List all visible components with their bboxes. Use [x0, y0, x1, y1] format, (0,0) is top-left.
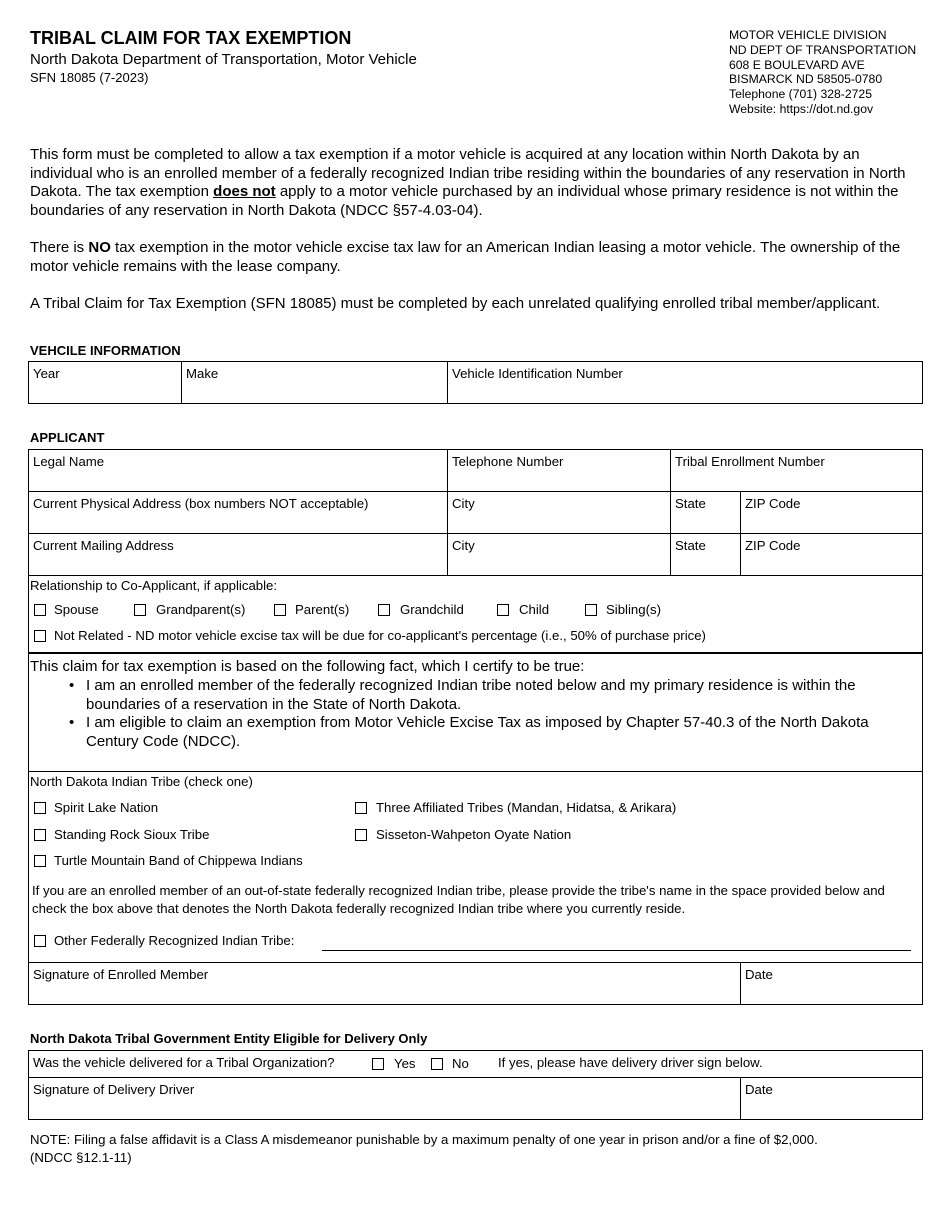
standing-rock-label: Standing Rock Sioux Tribe — [54, 827, 210, 842]
member-date-field[interactable] — [741, 963, 922, 1004]
form-title: TRIBAL CLAIM FOR TAX EXEMPTION — [30, 28, 352, 48]
form-subtitle: North Dakota Department of Transportation, Motor Vehicle — [30, 51, 417, 68]
intro-p1-text-end: apply to a motor vehicle purchased by an individual whose primary residence is not within the boundaries of any reservation in North Dakota (NDCC §57-4.03-04). — [30, 183, 899, 219]
tribe-label: North Dakota Indian Tribe (check one) — [30, 774, 253, 789]
mailing-city-field[interactable] — [448, 534, 670, 575]
delivery-no-checkbox[interactable] — [431, 1058, 443, 1070]
certification-bullet-1: I am an enrolled member of the federally recognized Indian tribe noted below and my primary residence is within the boundaries of a reservation in the State of North Dakota. — [86, 677, 856, 713]
physical-state-field[interactable] — [671, 492, 740, 533]
intro-p1-text: This form must be completed to allow a tax exemption if a motor vehicle is acquired at any location within North Dakota by an individual who is an enrolled member of a federally recognized Indian tribe residing within the boundaries of any reservation in North Dakota. The tax exemption — [30, 146, 906, 201]
grandchild-checkbox[interactable] — [378, 604, 390, 616]
physical-state-label: State — [675, 496, 706, 511]
child-checkbox[interactable] — [497, 604, 509, 616]
mailing-state-field[interactable] — [671, 534, 740, 575]
legal-note-line-2: (NDCC §12.1-11) — [30, 1150, 132, 1165]
delivery-yes-label: Yes — [394, 1056, 416, 1071]
legal-note — [30, 1131, 818, 1167]
vehicle-make-field[interactable] — [182, 362, 447, 403]
member-date-label: Date — [745, 967, 773, 982]
other-tribe-label: Other Federally Recognized Indian Tribe: — [54, 933, 295, 948]
out-of-state-note: If you are an enrolled member of an out-of-state federally recognized Indian tribe, please provide the tribe's name in the space provided below and check the box above that denotes the North Dakota federally recognized Indian tribe where you currently reside. — [32, 883, 885, 916]
three-affiliated-checkbox[interactable] — [355, 802, 367, 814]
spirit-lake-checkbox[interactable] — [34, 802, 46, 814]
driver-signature-field[interactable] — [29, 1078, 740, 1119]
grandparent-checkbox[interactable] — [134, 604, 146, 616]
mailing-state-label: State — [675, 538, 706, 553]
sisseton-checkbox[interactable] — [355, 829, 367, 841]
other-tribe-input[interactable] — [322, 932, 911, 951]
delivery-yes-checkbox[interactable] — [372, 1058, 384, 1070]
certification-bullet-2: I am eligible to claim an exemption from Motor Vehicle Excise Tax as imposed by Chapter 57-40.3 of the North Dakota Century Code (NDCC). — [86, 714, 869, 750]
delivery-no-label: No — [452, 1056, 469, 1071]
intro-paragraph-2 — [30, 239, 920, 276]
not-related-label: Not Related - ND motor vehicle excise tax will be due for co-applicant's percentage (i.e., 50% of purchase price) — [54, 628, 706, 643]
sibling-checkbox[interactable] — [585, 604, 597, 616]
agency-line: 608 E BOULEVARD AVE — [729, 57, 865, 72]
bullet-dot: • — [69, 714, 75, 731]
vehicle-vin-field[interactable] — [448, 362, 922, 403]
physical-city-label: City — [452, 496, 475, 511]
mailing-address-field[interactable] — [29, 534, 447, 575]
vehicle-vin-label: Vehicle Identification Number — [452, 366, 623, 381]
vehicle-make-label: Make — [186, 366, 219, 381]
legal-name-label: Legal Name — [33, 454, 105, 469]
driver-date-field[interactable] — [741, 1078, 922, 1119]
telephone-label: Telephone Number — [452, 454, 564, 469]
spouse-checkbox[interactable] — [34, 604, 46, 616]
physical-zip-field[interactable] — [741, 492, 922, 533]
driver-date-label: Date — [745, 1082, 773, 1097]
physical-address-field[interactable] — [29, 492, 447, 533]
spirit-lake-label: Spirit Lake Nation — [54, 800, 159, 815]
parent-label: Parent(s) — [295, 602, 350, 617]
delivery-section-title: North Dakota Tribal Government Entity Eligible for Delivery Only — [30, 1031, 428, 1046]
mailing-city-label: City — [452, 538, 475, 553]
agency-line: Website: https://dot.nd.gov — [729, 101, 874, 116]
grandchild-label: Grandchild — [400, 602, 464, 617]
delivery-question: Was the vehicle delivered for a Tribal Organization? — [33, 1055, 335, 1070]
other-tribe-checkbox[interactable] — [34, 935, 46, 947]
intro-paragraph-1 — [30, 146, 920, 220]
spouse-label: Spouse — [54, 602, 99, 617]
form-number: SFN 18085 (7-2023) — [30, 70, 149, 85]
grandparent-label: Grandparent(s) — [156, 602, 246, 617]
turtle-mountain-label: Turtle Mountain Band of Chippewa Indians — [54, 853, 303, 868]
agency-line: ND DEPT OF TRANSPORTATION — [729, 42, 917, 57]
sibling-label: Sibling(s) — [606, 602, 661, 617]
bullet-dot: • — [69, 677, 75, 694]
mailing-zip-field[interactable] — [741, 534, 922, 575]
delivery-instruction: If yes, please have delivery driver sign below. — [498, 1055, 763, 1070]
intro-p1-emphasis: does not — [213, 183, 276, 201]
applicant-section-title: APPLICANT — [30, 430, 105, 445]
three-affiliated-label: Three Affiliated Tribes (Mandan, Hidatsa, & Arikara) — [376, 800, 677, 815]
agency-line: Telephone (701) 328-2725 — [729, 87, 872, 102]
sisseton-label: Sisseton-Wahpeton Oyate Nation — [376, 827, 572, 842]
turtle-mountain-checkbox[interactable] — [34, 855, 46, 867]
vehicle-year-label: Year — [33, 366, 60, 381]
intro-p2-text-end: tax exemption in the motor vehicle excise tax law for an American Indian leasing a motor vehicle. The ownership of the motor vehicle remains with the lease company. — [30, 239, 901, 275]
intro-p2-emphasis: NO — [88, 239, 111, 256]
parent-checkbox[interactable] — [274, 604, 286, 616]
tribal-enrollment-field[interactable] — [671, 450, 922, 491]
relationship-label: Relationship to Co-Applicant, if applicable: — [30, 578, 278, 593]
mailing-address-label: Current Mailing Address — [33, 538, 174, 553]
member-signature-label: Signature of Enrolled Member — [33, 967, 209, 982]
agency-line: MOTOR VEHICLE DIVISION — [729, 28, 887, 42]
certification-intro: This claim for tax exemption is based on the following fact, which I certify to be true: — [30, 658, 585, 675]
agency-line: BISMARCK ND 58505-0780 — [729, 72, 883, 87]
standing-rock-checkbox[interactable] — [34, 829, 46, 841]
vehicle-section-title: VEHCILE INFORMATION — [30, 343, 181, 358]
physical-city-field[interactable] — [448, 492, 670, 533]
intro-p2-text: There is — [30, 239, 89, 256]
not-related-checkbox[interactable] — [34, 630, 46, 642]
driver-signature-label: Signature of Delivery Driver — [33, 1082, 195, 1097]
physical-address-label: Current Physical Address (box numbers NOT acceptable) — [33, 496, 369, 511]
mailing-zip-label: ZIP Code — [745, 538, 801, 553]
member-signature-field[interactable] — [29, 963, 740, 1004]
agency-address-block — [729, 28, 916, 117]
intro-paragraph-3: A Tribal Claim for Tax Exemption (SFN 18085) must be completed by each unrelated qualifying enrolled tribal member/applicant. — [30, 295, 881, 312]
physical-zip-label: ZIP Code — [745, 496, 801, 511]
vehicle-year-field[interactable] — [29, 362, 181, 403]
legal-note-line-1: NOTE: Filing a false affidavit is a Class A misdemeanor punishable by a maximum penalty of one year in prison and/or a fine of $2,000. — [30, 1132, 818, 1147]
tribal-enrollment-label: Tribal Enrollment Number — [675, 454, 825, 469]
child-label: Child — [519, 602, 550, 617]
telephone-field[interactable] — [448, 450, 670, 491]
legal-name-field[interactable] — [29, 450, 447, 491]
